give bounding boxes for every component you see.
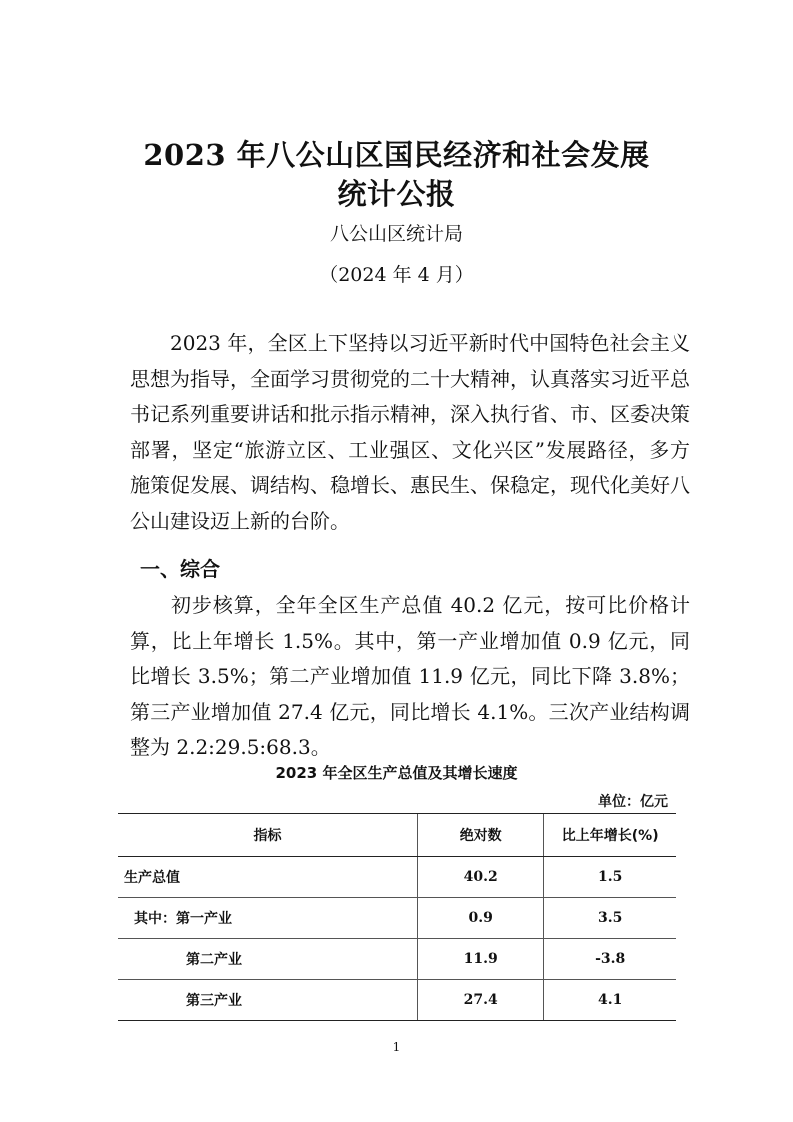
- header-indicator: 指标: [118, 814, 417, 857]
- document-author: 八公山区统计局: [329, 223, 463, 245]
- intro-text: 2023 年，全区上下坚持以习近平新时代中国特色社会主义思想为指导，全面学习贯彻党的二十大精神，认真落实习近平总书记系列重要讲话和批示指示精神，深入执行省、市、区委决策部署，坚定“旅游立区、工业强区、文化兴区”发展路径，多方施策促发展、调结构、稳增长、惠民生、保稳定，现代化美好八公山建设迈上新的台阶。: [130, 331, 690, 533]
- section-heading: 一、综合: [140, 557, 220, 581]
- row-label: 第二产业: [118, 939, 417, 980]
- table-header-row: [118, 814, 676, 857]
- document-date: （2024 年 4 月）: [319, 264, 474, 286]
- row-label: 第三产业: [118, 980, 417, 1021]
- header-absolute: 绝对数: [417, 814, 543, 857]
- row-label: 其中：第一产业: [118, 898, 417, 939]
- header-growth: 比上年增长(%): [544, 814, 676, 857]
- document-title-line2: 统计公报: [337, 177, 456, 211]
- row-value: 40.2: [417, 857, 543, 898]
- table-unit: 单位：亿元: [598, 794, 668, 810]
- table-title: 2023 年全区生产总值及其增长速度: [275, 764, 518, 782]
- row-growth: 4.1: [544, 980, 676, 1021]
- document-title-line1: 2023 年八公山区国民经济和社会发展: [143, 138, 650, 172]
- table-row: [118, 857, 676, 898]
- section-paragraph: [130, 588, 690, 766]
- table-row: [118, 980, 676, 1021]
- row-growth: 1.5: [544, 857, 676, 898]
- row-growth: 3.5: [544, 898, 676, 939]
- row-growth: -3.8: [544, 939, 676, 980]
- row-value: 11.9: [417, 939, 543, 980]
- table-row: [118, 939, 676, 980]
- gdp-table: [118, 813, 676, 1021]
- intro-paragraph: [130, 326, 690, 539]
- section-text: 初步核算，全年全区生产总值 40.2 亿元，按可比价格计算，比上年增长 1.5%。其中，第一产业增加值 0.9 亿元，同比增长 3.5%；第二产业增加值 11.9 亿元，同比下降 3.8%；第三产业增加值 27.4 亿元，同比增长 4.1%。三次产业结构调整为 2.2:29.5:68.3。: [130, 593, 690, 759]
- page-number: 1: [392, 1040, 401, 1054]
- table-row: [118, 898, 676, 939]
- row-value: 27.4: [417, 980, 543, 1021]
- row-label: 生产总值: [118, 857, 417, 898]
- row-value: 0.9: [417, 898, 543, 939]
